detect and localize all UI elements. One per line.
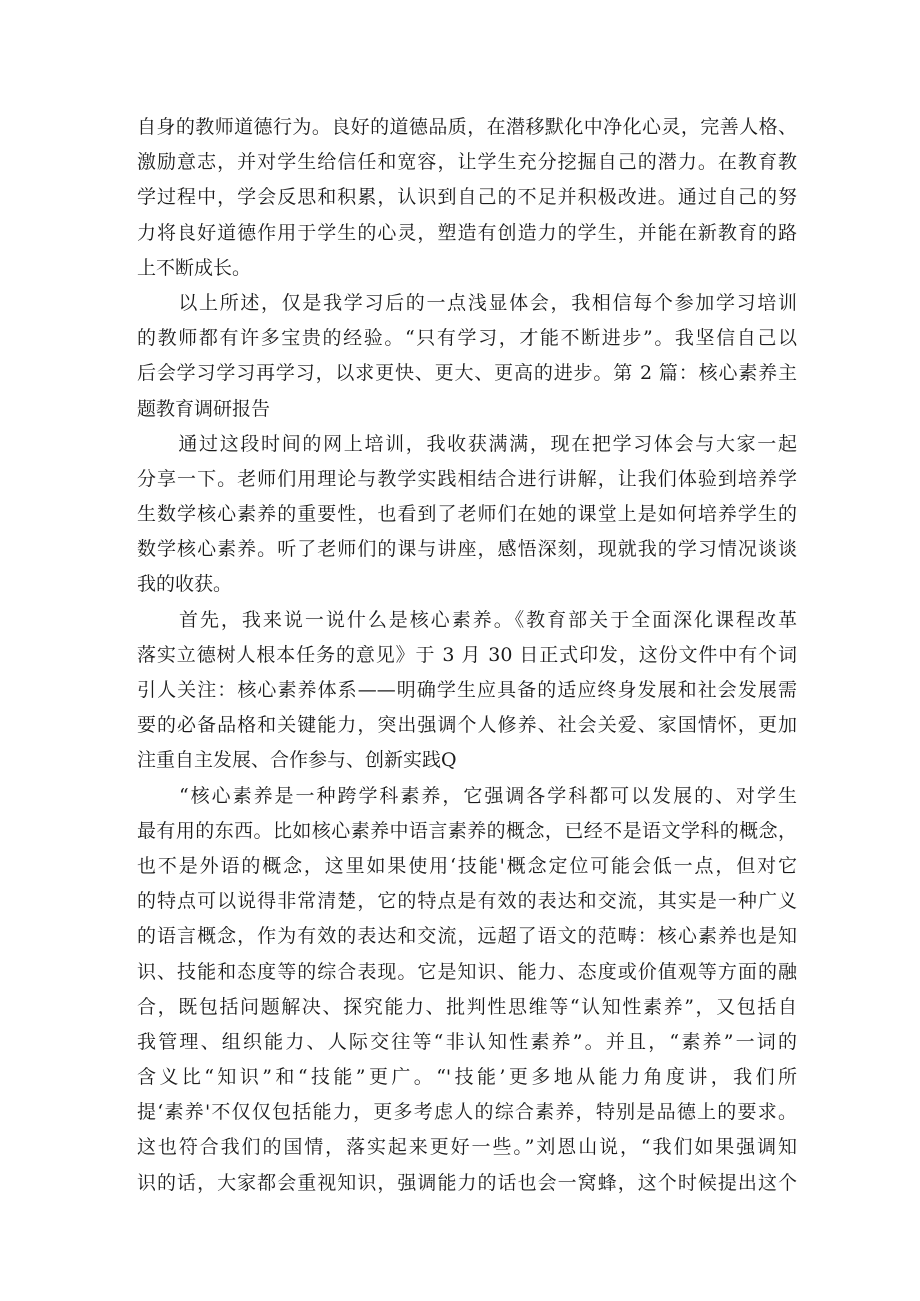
text-line: 我的收获。 bbox=[137, 573, 233, 596]
text-line: 自身的教师道德行为。良好的道德品质，在潜移默化中净化心灵，完善人格、 bbox=[137, 116, 797, 138]
text-line: 引人关注：核心素养体系——明确学生应具备的适应终身发展和社会发展需 bbox=[137, 679, 797, 701]
text-line: 的特点可以说得非常清楚，它的特点是有效的表达和交流，其实是一种广义 bbox=[137, 890, 797, 913]
text-line: 激励意志，并对学生给信任和宽容，让学生充分挖掘自己的潜力。在教育教 bbox=[137, 151, 797, 174]
text-line: 要的必备品格和关键能力，突出强调个人修养、社会关爱、家国情怀，更加 bbox=[137, 714, 797, 737]
text-line: 提‘素养'不仅仅包括能力，更多考虑人的综合素养，特别是品德上的要求。 bbox=[137, 1101, 797, 1124]
text-line: 落实立德树人根本任务的意见》于 3 月 30 日正式印发，这份文件中有个词 bbox=[137, 643, 797, 666]
text-line: 以上所述，仅是我学习后的一点浅显体会，我相信每个参加学习培训 bbox=[137, 291, 797, 314]
text-line: 也不是外语的概念，这里如果使用‘技能'概念定位可能会低一点，但对它 bbox=[137, 854, 797, 877]
text-line: 上不断成长。 bbox=[137, 256, 252, 279]
text-line: 的语言概念，作为有效的表达和交流，远超了语文的范畴：核心素养也是知 bbox=[137, 925, 797, 948]
text-line: 数学核心素养。听了老师们的课与讲座，感悟深刻，现就我的学习情况谈谈 bbox=[137, 538, 797, 561]
text-line: 生数学核心素养的重要性，也看到了老师们在她的课堂上是如何培养学生的 bbox=[137, 503, 797, 526]
text-line: 学过程中，学会反思和积累，认识到自己的不足并积极改进。通过自己的努 bbox=[137, 186, 797, 209]
text-line: 这也符合我们的国情，落实起来更好一些。”刘恩山说，“我们如果强调知 bbox=[137, 1136, 797, 1159]
text-line: 含义比“知识”和“技能”更广。“'技能’更多地从能力角度讲，我们所 bbox=[137, 1066, 797, 1089]
text-line: 首先，我来说一说什么是核心素养。《教育部关于全面深化课程改革 bbox=[137, 608, 797, 631]
text-line: 题教育调研报告 bbox=[137, 397, 271, 420]
text-line: 通过这段时间的网上培训，我收获满满，现在把学习体会与大家一起 bbox=[137, 432, 797, 455]
text-line: 后会学习学习再学习，以求更快、更大、更高的进步。第 2 篇：核心素养主 bbox=[137, 362, 797, 385]
text-line: 分享一下。老师们用理论与教学实践相结合进行讲解，让我们体验到培养学 bbox=[137, 467, 797, 490]
text-line: 注重自主发展、合作参与、创新实践Q bbox=[137, 749, 457, 772]
text-line: 识、技能和态度等的综合表现。它是知识、能力、态度或价值观等方面的融 bbox=[137, 960, 797, 983]
text-line: 合，既包括问题解决、探究能力、批判性思维等“认知性素养”，又包括自 bbox=[137, 995, 797, 1018]
text-line: 识的话，大家都会重视知识，强调能力的话也会一窝蜂，这个时候提出这个 bbox=[137, 1171, 797, 1194]
text-line: 的教师都有许多宝贵的经验。“只有学习，才能不断进步”。我坚信自己以 bbox=[137, 327, 797, 350]
text-line: “核心素养是一种跨学科素养，它强调各学科都可以发展的、对学生 bbox=[137, 784, 797, 807]
body-text bbox=[137, 110, 797, 1201]
text-line: 力将良好道德作用于学生的心灵，塑造有创造力的学生，并能在新教育的路 bbox=[137, 221, 797, 244]
text-line: 最有用的东西。比如核心素养中语言素养的概念，已经不是语文学科的概念， bbox=[137, 819, 797, 842]
text-line: 我管理、组织能力、人际交往等“非认知性素养”。并且，“素养”一词的 bbox=[137, 1030, 797, 1053]
